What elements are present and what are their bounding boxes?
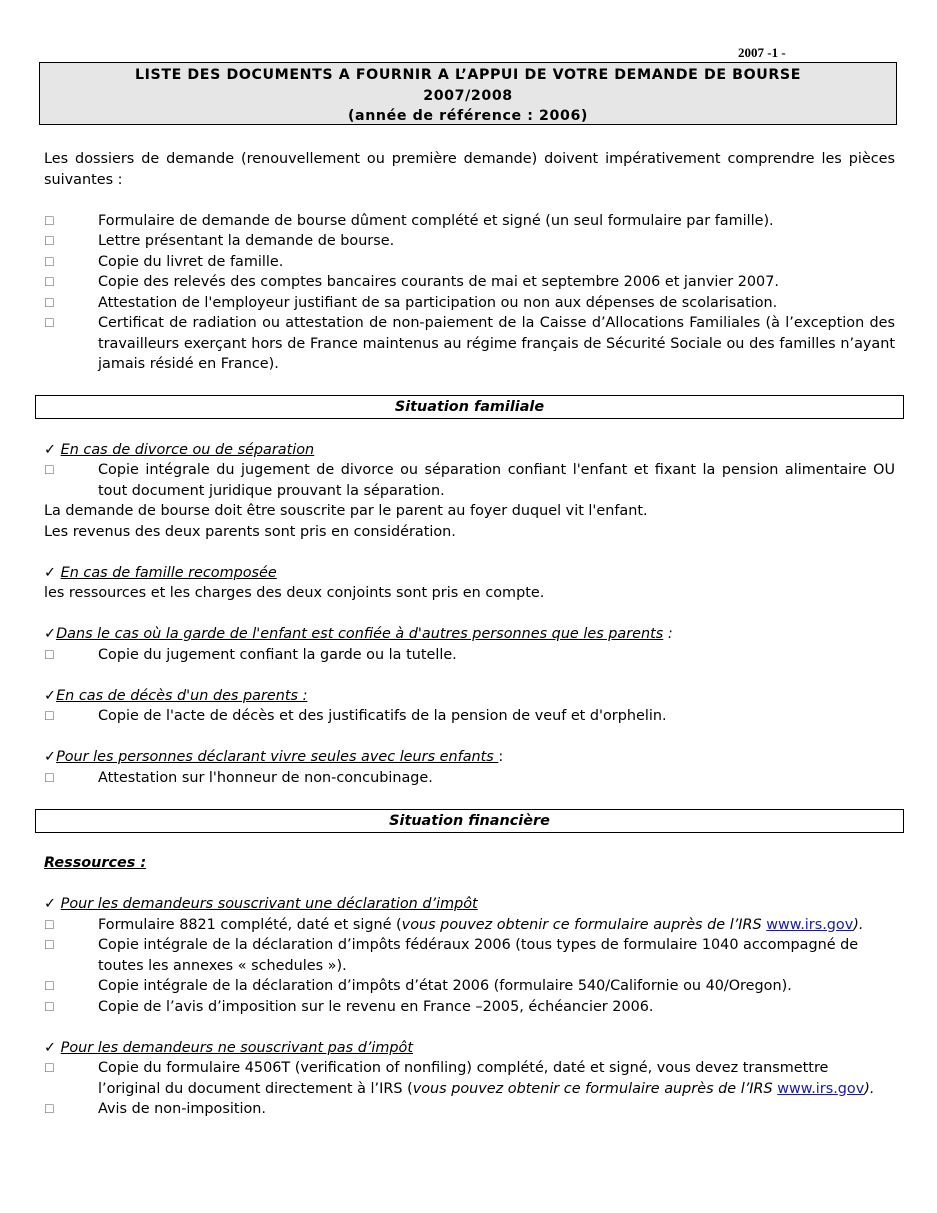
list-item: ☐ Copie de l'acte de décès et des justificatifs de la pension de veuf et d'orphelin. [44,706,895,727]
list-item: ☐ Copie intégrale du jugement de divorce ou séparation confiant l'enfant et fixant la pension alimentaire OU tout document juridique prouvant la séparation. [44,462,895,499]
checkmark-icon: ✓ [44,1039,61,1056]
section-heading-familiale: Situation familiale [35,395,904,419]
title-line-1: LISTE DES DOCUMENTS A FOURNIR A L’APPUI DE VOTRE DEMANDE DE BOURSE [134,67,801,83]
list-item: ☐ Attestation de l'employeur justifiant de sa participation ou non aux dépenses de scolarisation. [44,293,895,314]
list-item: ☐ Formulaire 8821 complété, daté et signé (vous pouvez obtenir ce formulaire auprès de l’IRS www.irs.gov). [44,915,895,936]
divorce-heading: ✓ En cas de divorce ou de séparation [44,441,315,458]
ressources-label: Ressources : [44,855,147,871]
checkmark-icon: ✓ [44,441,61,458]
list-item: ☐ Certificat de radiation ou attestation de non-paiement de la Caisse d’Allocations Familiales (à l’exception des travailleurs exerçant hors de France maintenus au régime français de Sécurité Sociale ou des familles n’ayant jamais résidé en France). [44,315,895,372]
checkmark-icon: ✓ [44,896,61,912]
section-heading-financiere: Situation financière [35,809,904,833]
divorce-note: Les revenus des deux parents sont pris en considération. [44,523,456,540]
checkbox-icon: ☐ [44,275,55,289]
list-item: ☐ Copie de l’avis d’imposition sur le revenu en France –2005, échéancier 2006. [44,997,895,1018]
title-box [39,62,897,125]
list-item: ☐ Lettre présentant la demande de bourse. [44,231,895,252]
checkmark-icon: ✓ [44,626,57,642]
checkbox-icon: ☐ [44,938,55,952]
list-item: ☐ Copie du livret de famille. [44,252,895,273]
irs-link[interactable]: www.irs.gov [766,916,854,933]
deces-heading: ✓En cas de décès d'un des parents : [44,687,308,704]
impot-heading: ✓ Pour les demandeurs souscrivant une déclaration d’impôt [44,896,478,912]
checkbox-icon: ☐ [44,647,55,662]
list-item: ☐ Attestation sur l'honneur de non-concubinage. [44,768,895,789]
checkbox-icon: ☐ [44,999,55,1014]
divorce-note: La demande de bourse doit être souscrite par le parent au foyer duquel vit l'enfant. [44,503,648,519]
list-item: ☐ Copie des relevés des comptes bancaires courants de mai et septembre 2006 et janvier 2007. [44,272,895,293]
checkbox-icon: ☐ [44,770,55,785]
checkbox-icon: ☐ [44,463,55,477]
list-item: ☐ Copie intégrale de la déclaration d’impôts fédéraux 2006 (tous types de formulaire 1040 accompagné de toutes les annexes « schedules »). [44,937,859,974]
checkbox-icon: ☐ [44,213,55,228]
checkbox-icon: ☐ [44,1061,55,1075]
page-number: 2007 -1 - [738,45,786,60]
list-item: ☐ Copie du formulaire 4506T (verification of nonfiling) complété, daté et signé, vous devez transmettre l’original du document directement à l’IRS (vous pouvez obtenir ce formulaire auprès de l’IRS www.irs.gov). [44,1060,875,1097]
checkbox-icon: ☐ [44,979,55,993]
seules-heading: ✓Pour les personnes déclarant vivre seules avec leurs enfants : [44,749,504,765]
list-item: ☐ Copie intégrale de la déclaration d’impôts d’état 2006 (formulaire 540/Californie ou 40/Oregon). [44,976,895,997]
recomposee-note: les ressources et les charges des deux conjoints sont pris en compte. [44,585,545,601]
checkmark-icon: ✓ [44,749,57,765]
irs-link[interactable]: www.irs.gov [777,1080,865,1097]
checkmark-icon: ✓ [44,564,61,581]
title-line-3: (année de référence : 2006) [347,108,589,124]
checkmark-icon: ✓ [44,687,57,704]
garde-heading: ✓Dans le cas où la garde de l'enfant est confiée à d'autres personnes que les parents : [44,626,673,642]
document-body [44,149,895,1120]
checkbox-icon: ☐ [44,295,55,310]
list-item: ☐ Copie du jugement confiant la garde ou la tutelle. [44,645,895,666]
non-impot-heading: ✓ Pour les demandeurs ne souscrivant pas d’impôt [44,1039,414,1056]
title-line-2: 2007/2008 [423,87,513,104]
checkbox-icon: ☐ [44,917,55,932]
checkbox-icon: ☐ [44,316,55,330]
intro-paragraph: Les dossiers de demande (renouvellement ou première demande) doivent impérativement comprendre les pièces suivantes : [44,151,895,188]
checkbox-icon: ☐ [44,709,55,723]
recomposee-heading: ✓ En cas de famille recomposée [44,564,277,581]
checkbox-icon: ☐ [44,1102,55,1116]
checkbox-icon: ☐ [44,254,55,269]
list-item: ☐ Formulaire de demande de bourse dûment complété et signé (un seul formulaire par famille). [44,211,895,232]
checkbox-icon: ☐ [44,234,55,248]
list-item: ☐ Avis de non-imposition. [44,1099,895,1120]
